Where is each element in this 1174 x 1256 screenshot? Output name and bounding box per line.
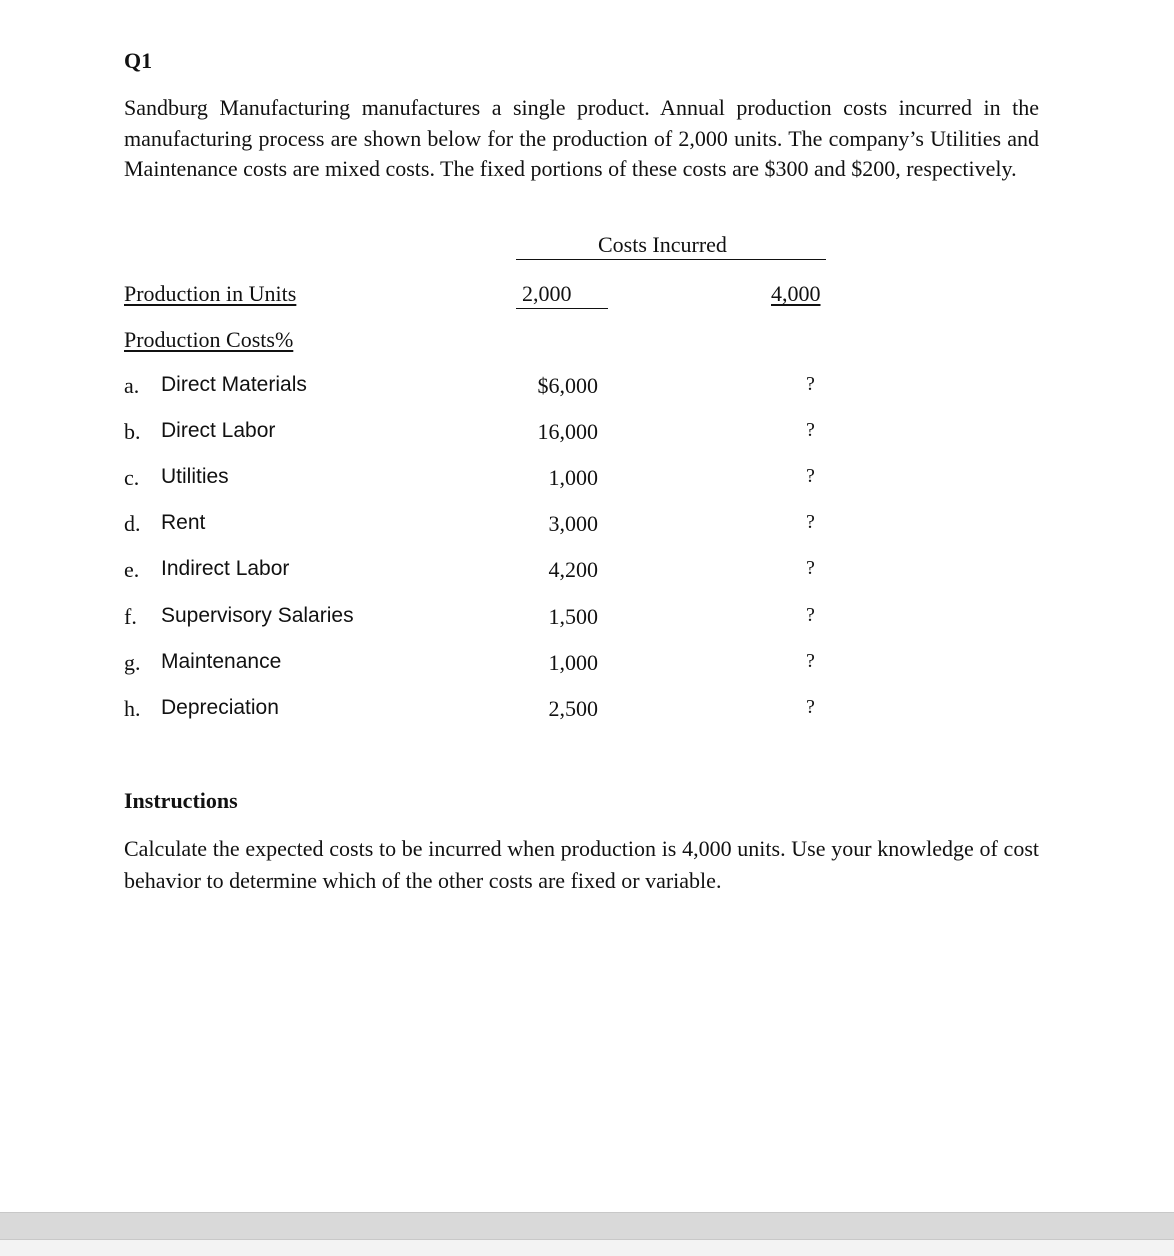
column-header-2000 (516, 281, 608, 309)
costs-incurred-label: Costs Incurred (598, 232, 727, 257)
question-number: Q1 (124, 48, 153, 73)
item-value-4000: ? (806, 696, 815, 718)
bottom-strip (0, 1240, 1174, 1256)
item-letter: a. (124, 373, 140, 398)
item-name: Utilities (161, 465, 229, 488)
item-value-2000: 3,000 (548, 511, 598, 536)
item-value-4000: ? (806, 650, 815, 672)
item-name: Depreciation (161, 696, 279, 719)
costs-incurred-header (516, 232, 826, 260)
item-name: Direct Materials (161, 373, 307, 396)
horizontal-scrollbar[interactable] (0, 1212, 1174, 1240)
item-value-2000: 2,500 (548, 696, 598, 721)
item-letter: b. (124, 419, 141, 444)
item-value-2000: $6,000 (537, 373, 598, 398)
cost-item-utilities (124, 465, 844, 495)
cost-item-depreciation (124, 696, 844, 726)
item-value-2000: 1,000 (548, 650, 598, 675)
item-value-2000: 1,500 (548, 604, 598, 629)
question-intro: Sandburg Manufacturing manufactures a single product. Annual production costs incurred in the manufacturing process are shown below for the production of 2,000 units. The company’s Utilities and Maintenance costs are mixed costs. The fixed portions of these costs are $300 and $200, respectively. (124, 95, 1039, 181)
item-name: Rent (161, 511, 206, 534)
item-value-4000: ? (806, 511, 815, 533)
item-name: Direct Labor (161, 419, 276, 442)
cost-item-direct-materials (124, 373, 844, 403)
instructions-text: Calculate the expected costs to be incurred when production is 4,000 units. Use your knowledge of cost behavior to determine which of the other costs are fixed or variable. (124, 836, 1039, 893)
item-letter: e. (124, 557, 140, 582)
item-value-4000: ? (806, 373, 815, 395)
item-letter: g. (124, 650, 141, 675)
item-name: Supervisory Salaries (161, 604, 354, 627)
cost-item-maintenance (124, 650, 844, 680)
item-value-4000: ? (806, 465, 815, 487)
item-value-4000: ? (806, 604, 815, 626)
item-value-4000: ? (806, 419, 815, 441)
item-value-2000: 1,000 (548, 465, 598, 490)
cost-item-indirect-labor (124, 557, 844, 587)
item-value-4000: ? (806, 557, 815, 579)
column-header-2000-label: 2,000 (522, 281, 572, 306)
cost-item-rent (124, 511, 844, 541)
column-header-4000: 4,000 (771, 281, 821, 306)
production-costs-label: Production Costs% (124, 327, 294, 352)
item-name: Indirect Labor (161, 557, 290, 580)
cost-item-direct-labor (124, 419, 844, 449)
instructions-title: Instructions (124, 788, 238, 813)
item-letter: f. (124, 604, 137, 629)
item-name: Maintenance (161, 650, 282, 673)
item-letter: d. (124, 511, 141, 536)
production-in-units-label: Production in Units (124, 281, 297, 306)
item-letter: h. (124, 696, 141, 721)
item-value-2000: 16,000 (537, 419, 598, 444)
item-letter: c. (124, 465, 140, 490)
cost-item-supervisory-salaries (124, 604, 844, 634)
item-value-2000: 4,200 (548, 557, 598, 582)
